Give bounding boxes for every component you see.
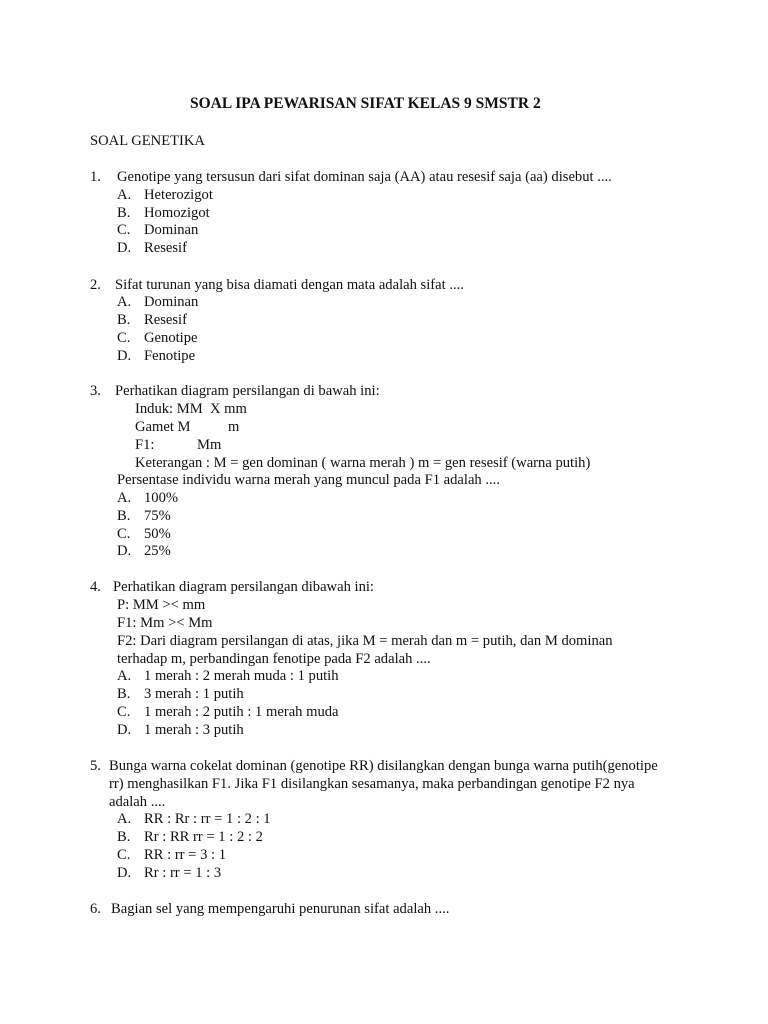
option-letter: A. [117,490,132,506]
question-text: Bunga warna cokelat dominan (genotipe RR) disilangkan dengan bunga warna putih(genotipe [109,758,658,774]
question-number: 2. [90,277,101,293]
option-letter: C. [117,222,131,238]
question-number: 5. [90,758,101,774]
option-letter: A. [117,811,132,827]
option-text: RR : Rr : rr = 1 : 2 : 1 [144,811,271,827]
question-text: adalah .... [109,794,166,810]
option-letter: A. [117,187,132,203]
option-letter: B. [117,686,131,702]
option-text: Resesif [144,240,187,256]
option-letter: C. [117,526,131,542]
cross-legend: Keterangan : M = gen dominan ( warna merah ) m = gen resesif (warna putih) [135,455,591,471]
option-text: 25% [144,543,171,559]
cross-f1-label: F1: [135,437,155,453]
question-text: Bagian sel yang mempengaruhi penurunan sifat adalah .... [111,901,450,917]
question-number: 6. [90,901,101,917]
option-text: RR : rr = 3 : 1 [144,847,227,863]
option-text: Genotipe [144,330,198,346]
option-text: 1 merah : 3 putih [144,722,244,738]
option-text: Homozigot [144,205,210,221]
question-prompt: Persentase individu warna merah yang muncul pada F1 adalah .... [117,472,500,488]
option-text: Rr : rr = 1 : 3 [144,865,222,881]
cross-f1-line: F1: Mm >< Mm [117,615,213,631]
cross-gamete-label: Gamet M [135,419,191,435]
question-text: Perhatikan diagram persilangan dibawah ini: [113,579,374,595]
question-text: rr) menghasilkan F1. Jika F1 disilangkan sesamanya, maka perbandingan genotipe F2 nya [109,776,635,792]
cross-f1-value: Mm [197,437,222,453]
cross-gamete-m: m [228,419,240,435]
option-text: 100% [144,490,179,506]
document-title: SOAL IPA PEWARISAN SIFAT KELAS 9 SMSTR 2 [190,95,541,112]
option-text: 50% [144,526,171,542]
option-letter: D. [117,348,132,364]
option-text: Rr : RR rr = 1 : 2 : 2 [144,829,263,845]
option-letter: B. [117,312,131,328]
question-text: Sifat turunan yang bisa diamati dengan mata adalah sifat .... [115,277,464,293]
question-text: Perhatikan diagram persilangan di bawah ini: [115,383,380,399]
option-letter: B. [117,205,131,221]
option-letter: C. [117,704,131,720]
question-text: Genotipe yang tersusun dari sifat dominan saja (AA) atau resesif saja (aa) disebut .... [117,169,612,185]
option-letter: B. [117,829,131,845]
option-letter: C. [117,330,131,346]
option-text: Dominan [144,222,199,238]
option-letter: A. [117,668,132,684]
option-letter: B. [117,508,131,524]
cross-f2-line: terhadap m, perbandingan fenotipe pada F2 adalah .... [117,651,431,667]
option-text: 3 merah : 1 putih [144,686,244,702]
option-text: Dominan [144,294,199,310]
option-text: Fenotipe [144,348,196,364]
option-text: Heterozigot [144,187,213,203]
option-text: 1 merah : 2 merah muda : 1 putih [144,668,339,684]
option-letter: D. [117,722,132,738]
option-text: Resesif [144,312,187,328]
question-number: 4. [90,579,101,595]
option-letter: A. [117,294,132,310]
option-letter: D. [117,240,132,256]
section-heading: SOAL GENETIKA [90,133,205,149]
cross-f2-line: F2: Dari diagram persilangan di atas, jika M = merah dan m = putih, dan M dominan [117,633,613,649]
question-number: 1. [90,169,101,185]
option-letter: D. [117,865,132,881]
question-number: 3. [90,383,101,399]
option-letter: D. [117,543,132,559]
cross-parent-line: P: MM >< mm [117,597,206,613]
option-text: 75% [144,508,171,524]
cross-parent-line: Induk: MM X mm [135,401,247,417]
option-text: 1 merah : 2 putih : 1 merah muda [144,704,339,720]
option-letter: C. [117,847,131,863]
